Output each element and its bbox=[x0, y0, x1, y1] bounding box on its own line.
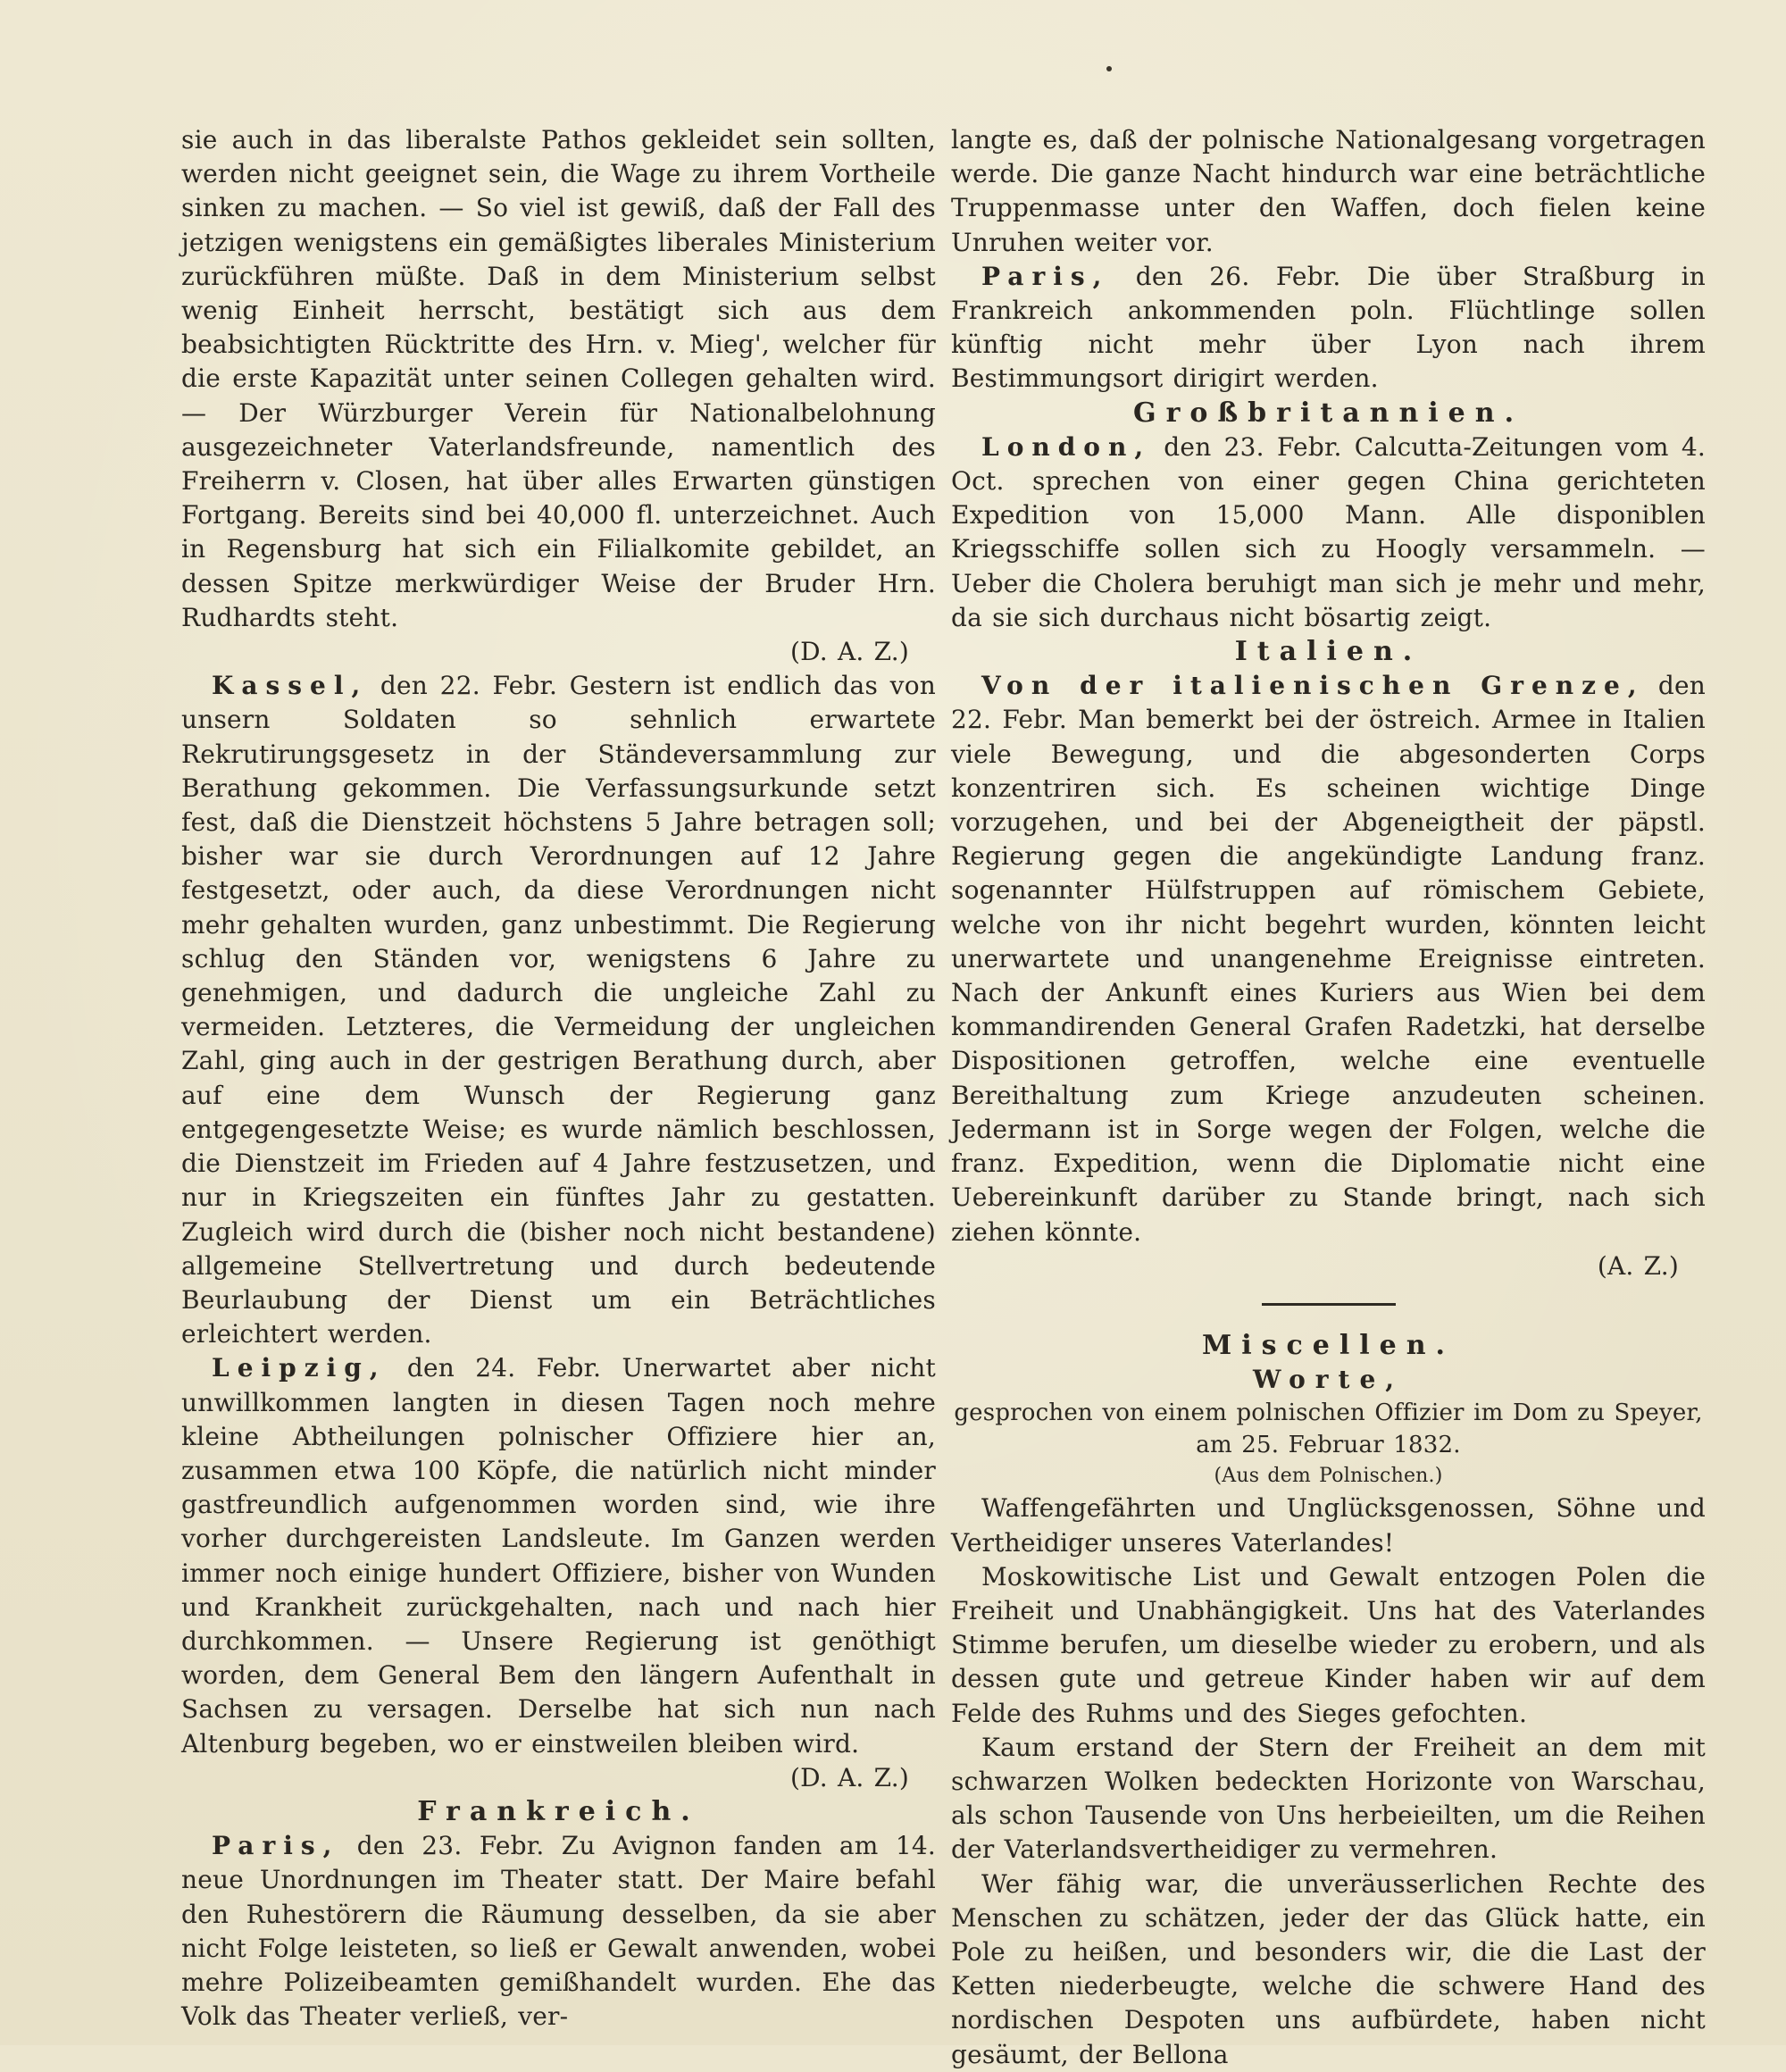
section-heading-italy: Italien. bbox=[1234, 636, 1423, 668]
speech-paragraph: Waffengefährten und Unglücksgenossen, Söhne und Vertheidiger unseres Vaterlandes! bbox=[951, 1493, 1706, 1558]
speech-paragraph: Kaum erstand der Stern der Freiheit an dem mit schwarzen Wolken bedeckten Horizonte von Warschau, als schon Tausende von Uns herbeieilten, um die Reihen der Vaterlandsvertheidiger zu vermehren. bbox=[951, 1732, 1706, 1865]
article-leipzig: Leipzig, den 24. Febr. Unerwartet aber nicht unwillkommen langten in diesen Tagen noch mehre kleine Abtheilungen polnischer Offiziere hier an, zusammen etwa 100 Köpfe, die natürlich nicht minder gastfreundlich aufgenommen worden sind, wie ihre vorher durchgereisten Landsleute. Im Ganzen werden immer noch einige hundert Offiziere, bisher von Wunden und Krankheit zurückgehalten, nach und nach hier durchkommen. — Unsere Regierung ist genöthigt worden, dem General Bem den längern Aufenthalt in Sachsen zu versagen. Derselbe hat sich nun nach Altenburg begeben, wo er einstweilen bleiben wird. (D. A. Z.) bbox=[181, 1351, 936, 1795]
dateline-place: London, bbox=[981, 431, 1152, 462]
dateline-place: Kassel, bbox=[212, 671, 369, 701]
dateline-place: Paris, bbox=[212, 1831, 340, 1861]
source-tag: (D. A. Z.) bbox=[790, 1762, 909, 1792]
section-divider bbox=[1262, 1303, 1396, 1306]
misc-subtitle: gesprochen von einem polnischen Offizier im Dom zu Speyer, am 25. Februar 1832. bbox=[954, 1399, 1703, 1459]
article-london: London, den 23. Febr. Calcutta-Zeitungen vom 4. Oct. sprechen von einer gegen China gerichteten Expedition von 15,000 Mann. Alle disponiblen Kriegsschiffe sollen sich zu Hoogly versammeln. — Ueber die Cholera beruhigt man sich je mehr und mehr, da sie sich durchaus nicht bösartig zeigt. bbox=[951, 431, 1706, 632]
article-paragraph: sie auch in das liberalste Pathos gekleidet sein sollten, werden nicht geeignet sein, die Wage zu ihrem Vortheile sinken zu machen. — So viel ist gewiß, daß der Fall des jetzigen wenigstens ein gemäßigtes liberales Ministerium zurückführen müßte. Daß in dem Ministerium selbst wenig Einheit herrscht, bestätigt sich aus dem beabsichtigten Rücktritte des Hrn. v. Mieg', welcher für die erste Kapazität unter seinen Collegen gehalten wird. — Der Würzburger Verein für Nationalbelohnung ausgezeichneter Vaterlandsfreunde, namentlich des Freiherrn v. Closen, hat über alles Erwarten günstigen Fortgang. Bereits sind bei 40,000 fl. unterzeichnet. Auch in Regensburg hat sich ein Filialkomite gebildet, an dessen Spitze merkwürdiger Weise der Bruder Hrn. Rudhardts steht. (D. A. Z.) bbox=[181, 123, 936, 669]
article-italy: Von der italienischen Grenze, den 22. Febr. Man bemerkt bei der östreich. Armee in Italien viele Bewegung, und die abgesonderten Corps konzentriren sich. Es scheinen wichtige Dinge vorzugehen, und bei der Abgeneigtheit der päpstl. Regierung gegen die angekündigte Landung franz. sogenannter Hülfstruppen auf römischem Gebiete, welche von ihr nicht begehrt wurden, könnten leicht unerwartete und unangenehme Ereignisse eintreten. Nach der Ankunft eines Kuriers aus Wien bei dem kommandirenden General Grafen Radetzki, hat derselbe Dispositionen getroffen, welche eine eventuelle Bereithaltung zum Kriege anzudeuten scheinen. Jedermann ist in Sorge wegen der Folgen, welche die franz. Expedition, wenn die Diplomatie nicht eine Uebereinkunft darüber zu Stande bringt, nach sich ziehen könnte. (A. Z.) bbox=[951, 669, 1706, 1283]
speech-paragraph: Wer fähig war, die unveräusserlichen Rechte des Menschen zu schätzen, jeder der das Glück hatte, ein Pole zu heißen, und besonders wir, die die Last der Ketten niederbeugte, welche die schwere Hand des nordischen Despoten uns aufbürdete, haben nicht gesäumt, der Bellona bbox=[951, 1868, 1706, 2069]
misc-title: Worte, bbox=[1252, 1365, 1405, 1395]
left-column bbox=[181, 123, 936, 2034]
section-heading-gb: Großbritannien. bbox=[1132, 397, 1524, 429]
right-column bbox=[951, 123, 1706, 2072]
article-kassel: Kassel, den 22. Febr. Gestern ist endlich das von unsern Soldaten so sehnlich erwartete Rekrutirungsgesetz in der Ständeversammlung zur Berathung gekommen. Die Verfassungsurkunde setzt fest, daß die Dienstzeit höchstens 5 Jahre betragen soll; bisher war sie durch Verordnungen auf 12 Jahre festgesetzt, oder auch, da diese Verordnungen nicht mehr gehalten wurden, ganz unbestimmt. Die Regierung schlug den Ständen vor, wenigstens 6 Jahre zu genehmigen, und dadurch die ungleiche Zahl zu vermeiden. Letzteres, die Vermeidung der ungleichen Zahl, ging auch in der gestrigen Berathung durch, aber auf eine dem Wunsch der Regierung ganz entgegengesetzte Weise; es wurde nämlich beschlossen, die Dienstzeit im Frieden auf 4 Jahre festzusetzen, und nur in Kriegszeiten ein fünftes Jahr zu gestatten. Zugleich wird durch die (bisher noch nicht bestandene) allgemeine Stellvertretung und durch bedeutende Beurlaubung der Dienst um ein Beträchtliches erleichtert werden. bbox=[181, 671, 936, 1349]
speech-paragraph: Moskowitische List und Gewalt entzogen Polen die Freiheit und Unabhängigkeit. Uns hat des Vaterlandes Stimme berufen, um dieselbe wieder zu erobern, und als dessen gute und getreue Kinder haben wir auf dem Felde des Ruhms und des Sieges gefochten. bbox=[951, 1561, 1706, 1728]
misc-translation-note: (Aus dem Polnischen.) bbox=[1214, 1465, 1443, 1488]
source-tag: (D. A. Z.) bbox=[790, 637, 909, 667]
dateline-place: Von der italienischen Grenze, bbox=[981, 671, 1645, 701]
page-mark bbox=[1106, 66, 1112, 71]
article-paris-23: Paris, den 23. Febr. Zu Avignon fanden am 14. neue Unordnungen im Theater statt. Der Maire befahl den Ruhestörern die Räumung desselben, da sie aber nicht Folge leisteten, so ließ er Gewalt anwenden, wobei mehre Polizeibeamten gemißhandelt wurden. Ehe das Volk das Theater verließ, ver- bbox=[181, 1831, 936, 2032]
source-tag: (A. Z.) bbox=[1597, 1250, 1679, 1281]
dateline-place: Paris, bbox=[981, 261, 1110, 291]
section-heading-france: Frankreich. bbox=[417, 1795, 700, 1827]
article-paragraph: langte es, daß der polnische Nationalgesang vorgetragen werde. Die ganze Nacht hindurch war eine beträchtliche Truppenmasse unter den Waffen, doch fielen keine Unruhen weiter vor. bbox=[951, 125, 1706, 257]
dateline-place: Leipzig, bbox=[212, 1353, 387, 1383]
section-heading-misc: Miscellen. bbox=[1202, 1329, 1455, 1361]
article-paris-26: Paris, den 26. Febr. Die über Straßburg in Frankreich ankommenden poln. Flüchtlinge sollen künftig nicht mehr über Lyon nach ihrem Bestimmungsort dirigirt werden. bbox=[951, 261, 1706, 394]
